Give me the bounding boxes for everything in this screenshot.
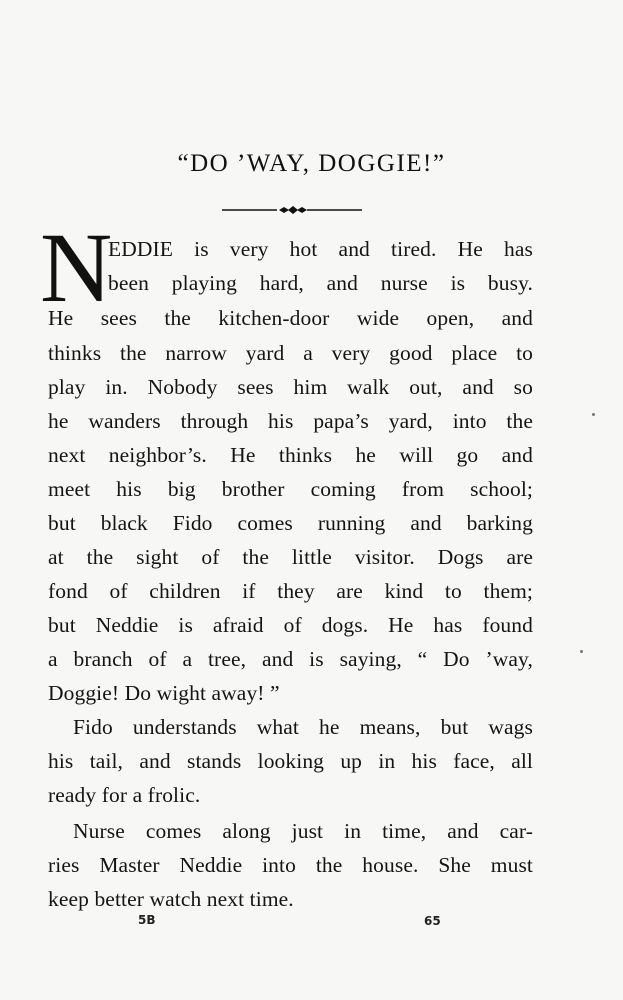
page-title: “DO ’WAY, DOGGIE!”	[177, 150, 446, 177]
text-line: he wanders through his papa’s yard, into the	[48, 409, 533, 433]
text-line: a branch of a tree, and is saying, “ Do ’way,	[48, 647, 533, 671]
text-line: ries Master Neddie into the house. She must	[48, 853, 533, 877]
paper-speck	[580, 650, 583, 653]
text-line: but black Fido comes running and barking	[48, 511, 533, 535]
text-line: play in. Nobody sees him walk out, and so	[48, 375, 533, 399]
text-line: keep better watch next time.	[48, 887, 294, 911]
text-line: his tail, and stands looking up in his face, all	[48, 749, 533, 773]
text-line: fond of children if they are kind to them;	[48, 579, 533, 603]
page-number: 65	[424, 914, 441, 928]
text-line: been playing hard, and nurse is busy.	[108, 271, 533, 295]
text-line: next neighbor’s. He thinks he will go and	[48, 443, 533, 467]
signature-mark: 5B	[138, 913, 156, 927]
text-line: Fido understands what he means, but wags	[73, 715, 533, 739]
text-line: EDDIE is very hot and tired. He has	[108, 237, 533, 261]
text-line: ready for a frolic.	[48, 783, 201, 807]
text-line: but Neddie is afraid of dogs. He has found	[48, 613, 533, 637]
text-line: Nurse comes along just in time, and car-	[73, 819, 533, 843]
text-line: at the sight of the little visitor. Dogs are	[48, 545, 533, 569]
paper-speck	[592, 413, 595, 416]
text-line: meet his big brother coming from school;	[48, 477, 533, 501]
text-line: He sees the kitchen-door wide open, and	[48, 306, 533, 330]
text-line: Doggie! Do wight away! ”	[48, 681, 280, 705]
drop-cap: N	[40, 212, 113, 323]
text-line: thinks the narrow yard a very good place to	[48, 341, 533, 365]
ornament-divider	[222, 203, 362, 217]
